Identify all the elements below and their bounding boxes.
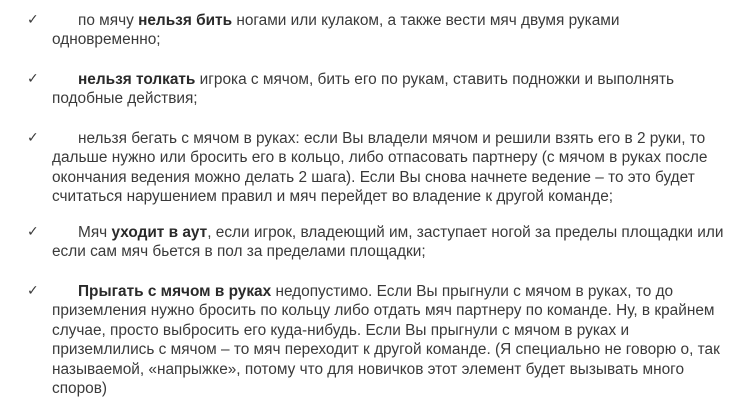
list-item-text [52, 70, 752, 109]
list-item-text [52, 223, 752, 262]
text-run: по мячу [78, 12, 139, 29]
text-run: называемой, «напрыжке», потому что для новичков этот элемент будет вызывать много [52, 360, 685, 378]
text-line [52, 321, 752, 340]
text-line [52, 242, 752, 261]
text-line [52, 129, 752, 148]
checkmark-icon: ✓ [27, 12, 39, 28]
emphasis-text: Прыгать с мячом в руках [78, 283, 272, 300]
text-run: дальше нужно или бросить его в кольцо, либо отпасовать партнеру (с мячом в руках после [52, 149, 708, 167]
emphasis-text: уходит в аут [111, 224, 208, 241]
text-run: приземления нужно бросить по кольцу либо отдать мяч партнеру по команде. Ну, в крайнем [52, 302, 715, 320]
emphasis-text: нельзя толкать [78, 71, 196, 88]
text-line [52, 148, 752, 167]
text-run: подобные действия; [52, 90, 198, 108]
text-run: Мяч [78, 224, 112, 241]
text-line [52, 360, 752, 379]
list-item-text [52, 282, 752, 398]
text-run: считаться нарушением правил и мяч перейдет во владение к другой команде; [52, 188, 614, 206]
checkmark-icon: ✓ [27, 130, 39, 146]
text-run: приземлились с мячом – то мяч переходит к другой команде. (Я специально не говорю о, так [52, 341, 720, 359]
text-run: случае, просто выбросить его куда-нибудь. Если Вы прыгнули с мячом в руках и [52, 321, 630, 339]
text-line [52, 70, 752, 89]
text-run: если сам мяч бьется в пол за пределами площадки; [52, 243, 426, 261]
text-line [52, 30, 752, 49]
text-line [52, 379, 752, 398]
text-run: одновременно; [52, 31, 161, 49]
text-run: ногами или кулаком, а также вести мяч двумя руками [232, 12, 620, 29]
text-line [52, 340, 752, 359]
text-run: недопустимо. Если Вы прыгнули с мячом в руках, то до [271, 283, 674, 300]
text-run: нельзя бегать с мячом в руках: если Вы владели мячом и решили взять его в 2 руки, то [78, 130, 706, 147]
text-line [52, 187, 752, 206]
text-run: споров) [52, 379, 108, 397]
text-line [52, 223, 752, 242]
text-line [52, 89, 752, 108]
emphasis-text: нельзя бить [138, 12, 233, 29]
list-item-text [52, 11, 752, 50]
text-line [52, 11, 752, 30]
checkmark-icon: ✓ [27, 71, 39, 87]
list-item-text [52, 129, 752, 207]
checkmark-icon: ✓ [27, 283, 39, 299]
text-line [52, 282, 752, 301]
text-line [52, 301, 752, 320]
checkmark-icon: ✓ [27, 224, 39, 240]
text-run: , если игрок, владеющий им, заступает ногой за пределы площадки или [207, 224, 724, 241]
text-run: игрока с мячом, бить его по рукам, ставить подножки и выполнять [195, 71, 675, 88]
text-line [52, 168, 752, 187]
text-run: окончания ведения можно делать 2 шага). Если Вы снова начнете ведение – то это будет [52, 168, 695, 186]
